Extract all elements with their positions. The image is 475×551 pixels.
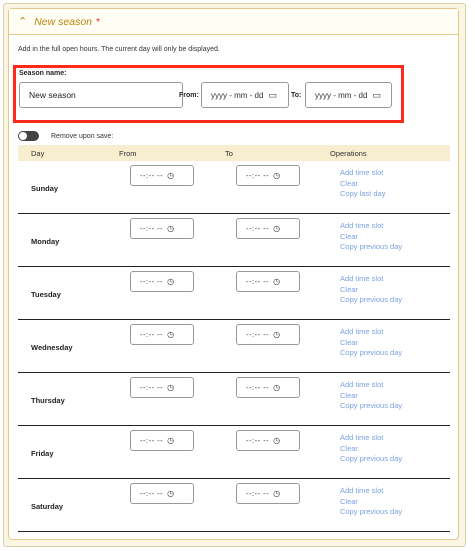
copy-day-link[interactable]: Copy previous day [340,454,403,463]
clock-icon[interactable]: ◷ [167,224,175,233]
row-operations [340,380,402,412]
clock-icon[interactable]: ◷ [167,383,175,392]
remove-toggle-row [18,131,113,141]
panel-description: Add in the full open hours. The current day will only be displayed. [18,46,220,53]
remove-toggle[interactable] [18,131,39,141]
from-time-placeholder: --:-- -- [140,489,164,498]
from-time-placeholder: --:-- -- [140,277,164,286]
calendar-icon[interactable]: ▭ [372,89,381,100]
clock-icon[interactable]: ◷ [273,171,281,180]
table-row [18,373,450,426]
from-time-placeholder: --:-- -- [140,383,164,392]
add-time-slot-link[interactable]: Add time slot [340,327,384,336]
table-row [18,426,450,479]
clear-link[interactable]: Clear [340,178,358,188]
from-time-placeholder: --:-- -- [140,171,164,180]
to-date-label: To: [291,92,302,99]
clear-link[interactable]: Clear [340,337,358,347]
season-panel-header[interactable] [9,9,458,35]
clear-link[interactable]: Clear [340,496,358,506]
clock-icon[interactable]: ◷ [167,436,175,445]
add-time-slot-link[interactable]: Add time slot [340,274,384,283]
to-time-placeholder: --:-- -- [246,330,270,339]
to-time-input[interactable] [236,271,300,292]
copy-day-link[interactable]: Copy previous day [340,507,403,516]
remove-toggle-label: Remove upon save: [51,132,114,140]
row-operations [340,327,402,359]
clock-icon[interactable]: ◷ [167,330,175,339]
copy-day-link[interactable]: Copy previous day [340,295,403,304]
add-time-slot-link[interactable]: Add time slot [340,486,384,495]
day-name: Saturday [31,502,64,511]
table-row [18,214,450,267]
chevron-up-icon[interactable]: ⌃ [18,16,28,28]
row-operations [340,433,402,465]
from-time-input[interactable] [130,430,194,451]
add-time-slot-link[interactable]: Add time slot [340,221,384,230]
clear-link[interactable]: Clear [340,231,358,241]
from-date-label: From: [179,92,199,99]
table-row [18,479,450,532]
season-name-label: Season name: [19,70,67,77]
header-to: To [225,149,233,158]
clear-link[interactable]: Clear [340,443,358,453]
table-row [18,161,450,214]
clock-icon[interactable]: ◷ [273,224,281,233]
add-time-slot-link[interactable]: Add time slot [340,380,384,389]
toggle-knob [19,132,27,140]
to-time-input[interactable] [236,324,300,345]
copy-day-link[interactable]: Copy previous day [340,401,403,410]
required-mark: * [96,15,101,28]
to-time-placeholder: --:-- -- [246,383,270,392]
row-operations [340,274,402,306]
clock-icon[interactable]: ◷ [273,277,281,286]
row-operations [340,221,402,253]
panel-title: New season [34,15,92,28]
day-name: Wednesday [31,343,73,352]
from-time-input[interactable] [130,324,194,345]
from-time-input[interactable] [130,218,194,239]
day-name: Sunday [31,184,59,193]
copy-day-link[interactable]: Copy last day [340,189,386,198]
to-time-input[interactable] [236,483,300,504]
to-date-placeholder: yyyy - mm - dd [315,90,368,100]
to-date-field[interactable] [305,82,392,108]
from-date-placeholder: yyyy - mm - dd [211,90,264,100]
header-day: Day [31,149,45,158]
add-time-slot-link[interactable]: Add time slot [340,433,384,442]
to-time-input[interactable] [236,430,300,451]
to-time-placeholder: --:-- -- [246,171,270,180]
to-time-placeholder: --:-- -- [246,277,270,286]
header-from: From [119,149,137,158]
from-time-input[interactable] [130,165,194,186]
from-date-field[interactable] [201,82,289,108]
from-time-input[interactable] [130,271,194,292]
season-panel [8,8,459,540]
clear-link[interactable]: Clear [340,284,358,294]
header-operations: Operations [330,149,367,158]
clear-link[interactable]: Clear [340,390,358,400]
calendar-icon[interactable]: ▭ [268,89,277,100]
season-name-input[interactable] [19,82,183,108]
clock-icon[interactable]: ◷ [273,489,281,498]
clock-icon[interactable]: ◷ [167,171,175,180]
copy-day-link[interactable]: Copy previous day [340,348,403,357]
day-name: Thursday [31,396,65,405]
table-header [18,145,450,161]
add-time-slot-link[interactable]: Add time slot [340,168,384,177]
to-time-input[interactable] [236,377,300,398]
day-name: Tuesday [31,290,61,299]
to-time-placeholder: --:-- -- [246,436,270,445]
from-time-placeholder: --:-- -- [140,436,164,445]
clock-icon[interactable]: ◷ [273,330,281,339]
to-time-input[interactable] [236,165,300,186]
row-operations [340,168,385,200]
to-time-placeholder: --:-- -- [246,489,270,498]
from-time-input[interactable] [130,377,194,398]
clock-icon[interactable]: ◷ [167,277,175,286]
clock-icon[interactable]: ◷ [167,489,175,498]
from-time-placeholder: --:-- -- [140,330,164,339]
day-name: Friday [31,449,54,458]
table-row [18,320,450,373]
day-name: Monday [31,237,60,246]
table-row [18,267,450,320]
to-time-placeholder: --:-- -- [246,224,270,233]
copy-day-link[interactable]: Copy previous day [340,242,403,251]
to-time-input[interactable] [236,218,300,239]
clock-icon[interactable]: ◷ [273,383,281,392]
clock-icon[interactable]: ◷ [273,436,281,445]
from-time-placeholder: --:-- -- [140,224,164,233]
row-operations [340,486,402,518]
from-time-input[interactable] [130,483,194,504]
